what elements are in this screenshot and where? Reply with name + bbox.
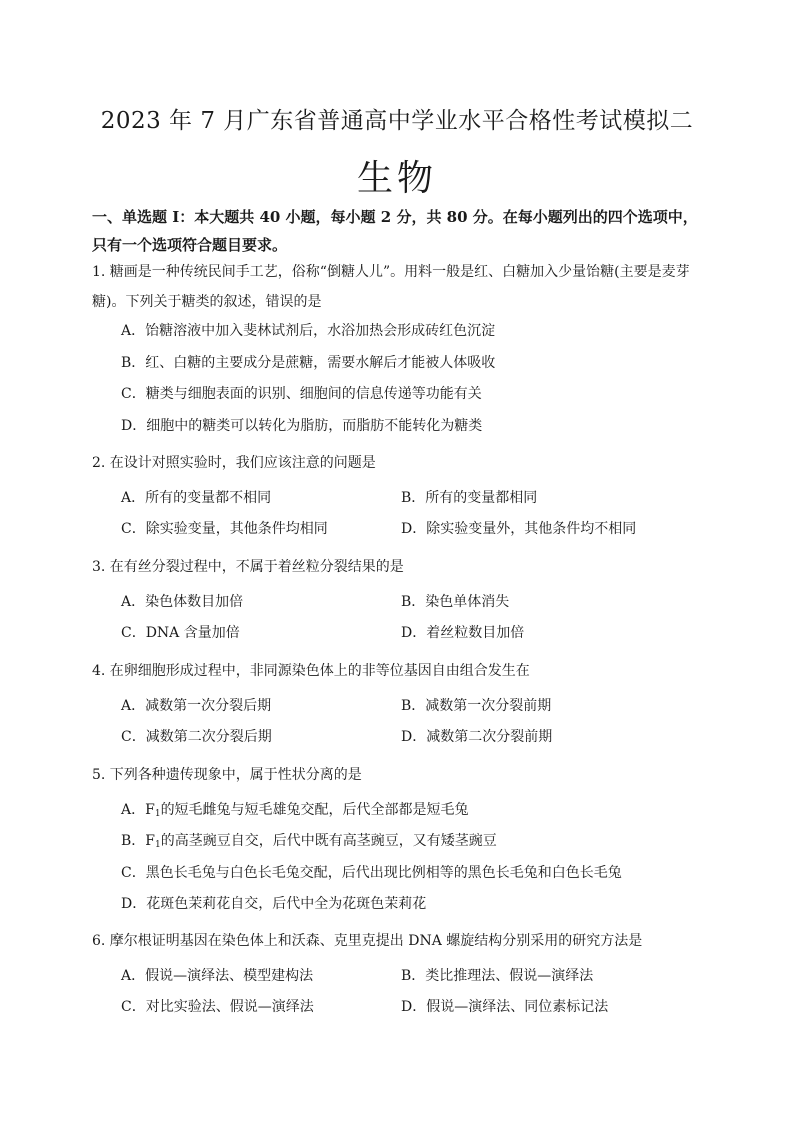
question-stem-line: 3. 在有丝分裂过程中，不属于着丝粒分裂结果的是 [92,559,404,575]
subject-title: 生物 [356,158,437,199]
exam-title: 2023 年 7 月广东省普通高中学业水平合格性考试模拟二 [100,108,694,134]
question-2-option-d: D．除实验变量外，其他条件均不相同 [401,521,637,537]
question-2-stem [92,448,712,478]
question-1-stem [92,257,712,317]
option-text: 的高茎豌豆自交，后代中既有高茎豌豆，又有矮茎豌豆 [160,833,497,849]
subscript: 1 [154,809,161,819]
question-6-option-d: D．假说—演绎法、同位素标记法 [401,999,609,1015]
question-5-option-c: C．黑色长毛兔与白色长毛兔交配，后代出现比例相等的黑色长毛兔和白色长毛兔 [121,865,622,881]
section-heading [92,203,722,259]
question-5-option-b [121,829,497,857]
option-text: A．F [121,802,155,818]
question-6-option-c: C．对比实验法、假说—演绎法 [121,999,314,1015]
question-1-option-a: A．饴糖溶液中加入斐林试剂后，水浴加热会形成砖红色沉淀 [121,323,496,339]
question-stem-line: 糖)。下列关于糖类的叙述，错误的是 [92,294,322,310]
question-4-option-a: A．减数第一次分裂后期 [121,698,272,714]
question-3-option-a: A．染色体数目加倍 [121,594,244,610]
question-5-option-a [121,798,469,826]
subscript: 1 [155,840,161,850]
question-stem-line: 5. 下列各种遗传现象中，属于性状分离的是 [92,767,362,783]
question-3-option-d: D．着丝粒数目加倍 [401,625,525,641]
section-heading-line: 只有一个选项符合题目要求。 [92,236,288,254]
question-1-option-b: B．红、白糖的主要成分是蔗糖，需要水解后才能被人体吸收 [121,355,496,371]
question-4-option-d: D．减数第二次分裂前期 [401,729,553,745]
section-heading-line: 一、单选题 I：本大题共 40 小题，每小题 2 分，共 80 分。在每小题列出的四个选项中， [92,208,698,226]
option-text: 的短毛雌兔与短毛雄兔交配，后代全部都是短毛兔 [160,802,469,818]
question-3-option-c: C．DNA 含量加倍 [121,625,240,641]
option-text: B．F [121,833,156,849]
question-2-option-a: A．所有的变量都不相同 [121,490,272,506]
question-3-stem [92,552,712,582]
question-stem-line: 2. 在设计对照实验时，我们应该注意的问题是 [92,455,376,471]
question-stem-line: 6. 摩尔根证明基因在染色体上和沃森、克里克提出 DNA 螺旋结构分别采用的研究方法是 [92,933,643,949]
question-4-stem [92,656,712,686]
question-6-stem [92,926,712,956]
question-5-stem [92,760,712,790]
question-4-option-c: C．减数第二次分裂后期 [121,729,272,745]
question-1-option-c: C．糖类与细胞表面的识别、细胞间的信息传递等功能有关 [121,386,482,402]
question-2-option-c: C．除实验变量，其他条件均相同 [121,521,328,537]
question-6-option-a: A．假说—演绎法、模型建构法 [121,968,314,984]
question-stem-line: 4. 在卵细胞形成过程中，非同源染色体上的非等位基因自由组合发生在 [92,663,530,679]
question-6-option-b: B．类比推理法、假说—演绎法 [401,968,594,984]
question-4-option-b: B．减数第一次分裂前期 [401,698,552,714]
question-2-option-b: B．所有的变量都相同 [401,490,538,506]
question-3-option-b: B．染色单体消失 [401,594,510,610]
question-stem-line: 1. 糖画是一种传统民间手工艺，俗称“倒糖人儿”。用料一般是红、白糖加入少量饴糖(主要是麦芽 [92,264,690,280]
question-1-option-d: D．细胞中的糖类可以转化为脂肪，而脂肪不能转化为糖类 [121,418,483,434]
question-5-option-d: D．花斑色茉莉花自交，后代中全为花斑色茉莉花 [121,896,427,912]
